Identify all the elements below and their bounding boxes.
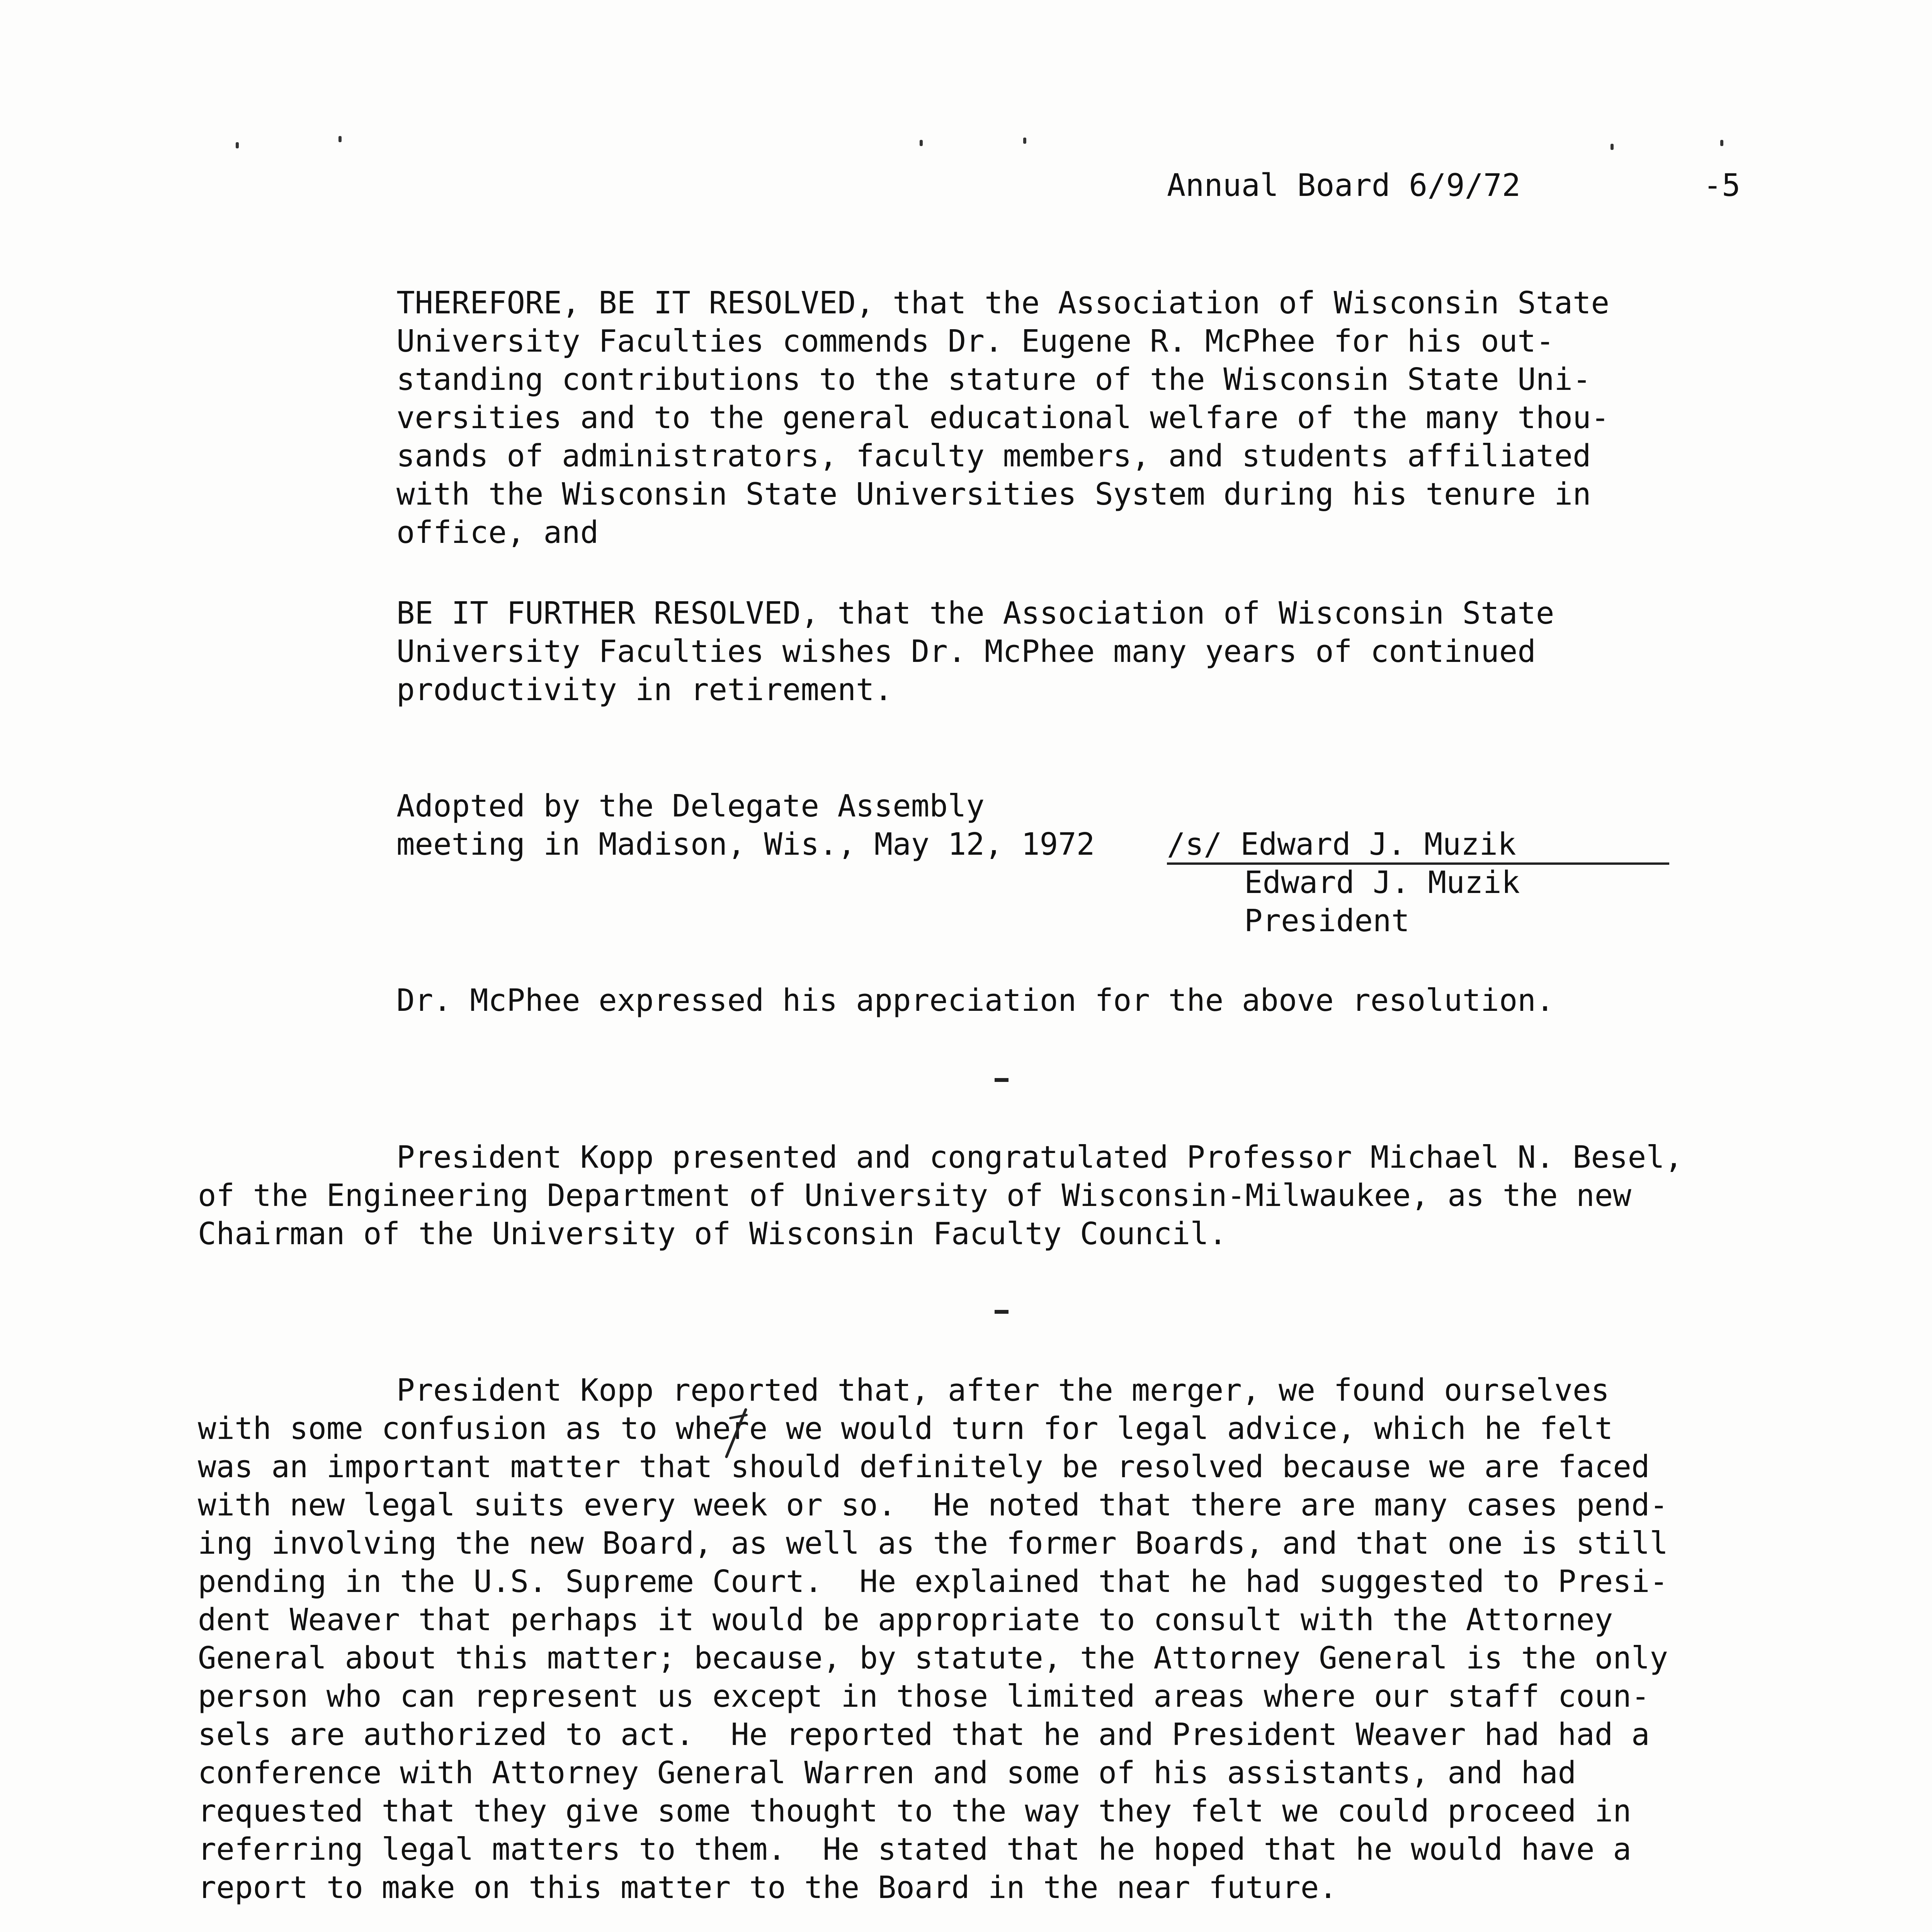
section-divider [995, 1078, 1009, 1082]
paragraph-line: conference with Attorney General Warren and some of his assistants, and had [198, 1755, 1577, 1791]
paragraph-line: General about this matter; because, by statute, the Attorney General is the only [198, 1640, 1668, 1676]
paragraph-line: requested that they give some thought to the way they felt we could proceed in [198, 1793, 1631, 1829]
signature-signed: /s/ Edward J. Muzik [1167, 827, 1516, 862]
paragraph-line: dent Weaver that perhaps it would be appropriate to consult with the Attorney [198, 1602, 1613, 1638]
paragraph-line: President Kopp reported that, after the merger, we found ourselves [396, 1372, 1610, 1408]
handwritten-correction-mark [719, 1406, 753, 1461]
resolution-line: BE IT FURTHER RESOLVED, that the Association of Wisconsin State [396, 595, 1554, 631]
resolution-line: University Faculties commends Dr. Eugene R. McPhee for his out- [396, 323, 1554, 359]
scan-speck [236, 142, 239, 148]
paragraph-line: pending in the U.S. Supreme Court. He explained that he had suggested to Presi- [198, 1564, 1668, 1599]
scan-speck [920, 140, 923, 146]
paragraph-line: Chairman of the University of Wisconsin Faculty Council. [198, 1216, 1227, 1252]
appreciation-text: Dr. McPhee expressed his appreciation for the above resolution. [396, 983, 1554, 1018]
adopted-line: meeting in Madison, Wis., May 12, 1972 [396, 827, 1095, 862]
paragraph-line: President Kopp presented and congratulated Professor Michael N. Besel, [396, 1139, 1683, 1175]
resolution-line: office, and [396, 515, 599, 550]
header-page-ref: -5 [1703, 167, 1741, 203]
scan-speck [338, 136, 342, 142]
paragraph-line: referring legal matters to them. He stated that he hoped that he would have a [198, 1832, 1631, 1867]
paragraph-line: sels are authorized to act. He reported that he and President Weaver had had a [198, 1717, 1650, 1752]
paragraph-line: with new legal suits every week or so. He noted that there are many cases pend- [198, 1487, 1668, 1523]
adopted-line: Adopted by the Delegate Assembly [396, 788, 985, 824]
header-title: Annual Board 6/9/72 [1167, 167, 1521, 203]
paragraph-line: was an important matter that should definitely be resolved because we are faced [198, 1449, 1650, 1485]
scan-speck [1720, 140, 1723, 146]
paragraph-line: report to make on this matter to the Board in the near future. [198, 1870, 1337, 1905]
signature-title: President [1244, 903, 1410, 939]
scan-speck [1611, 144, 1614, 150]
section-divider [995, 1310, 1009, 1314]
signature-name: Edward J. Muzik [1244, 865, 1520, 900]
resolution-line: with the Wisconsin State Universities System during his tenure in [396, 476, 1591, 512]
paragraph-line: person who can represent us except in those limited areas where our staff coun- [198, 1679, 1650, 1714]
resolution-line: University Faculties wishes Dr. McPhee many years of continued [396, 634, 1536, 669]
paragraph-line: ing involving the new Board, as well as the former Boards, and that one is still [198, 1526, 1668, 1561]
resolution-line: THEREFORE, BE IT RESOLVED, that the Association of Wisconsin State [396, 285, 1610, 321]
resolution-line: standing contributions to the stature of the Wisconsin State Uni- [396, 362, 1591, 397]
paragraph-line: of the Engineering Department of University of Wisconsin-Milwaukee, as the new [198, 1178, 1631, 1213]
scan-speck [1023, 138, 1026, 144]
resolution-line: sands of administrators, faculty members, and students affiliated [396, 438, 1591, 474]
paragraph-line: with some confusion as to where we would turn for legal advice, which he felt [198, 1411, 1613, 1446]
resolution-line: versities and to the general educational welfare of the many thou- [396, 400, 1610, 435]
resolution-line: productivity in retirement. [396, 672, 893, 707]
